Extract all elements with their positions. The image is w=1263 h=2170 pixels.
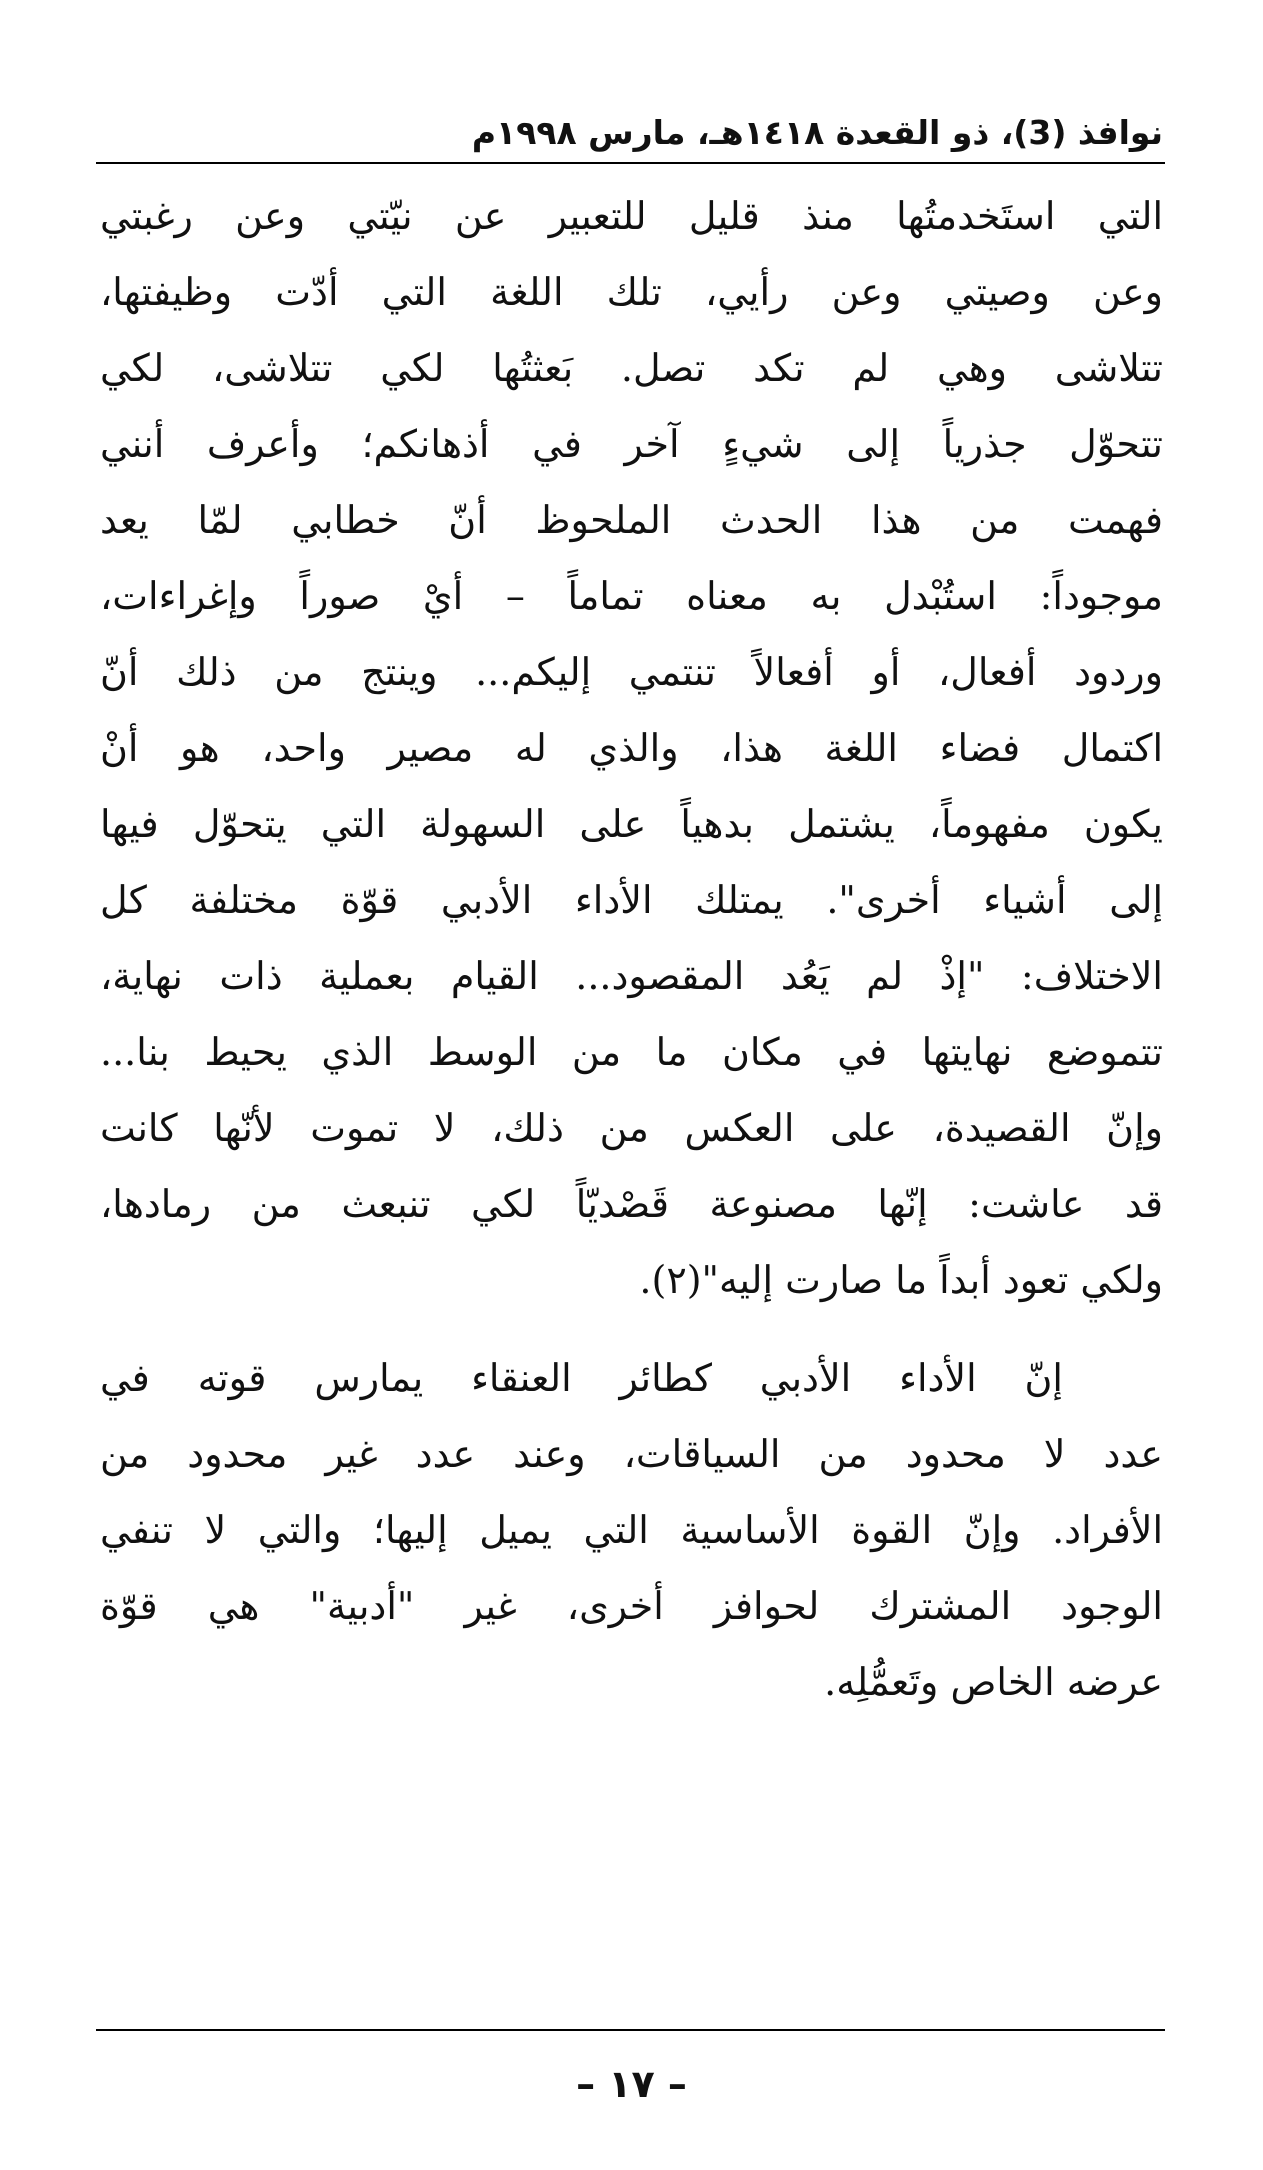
- paragraph-1: [100, 178, 1163, 1318]
- body-text: [100, 178, 1163, 1720]
- text-line: الأفراد. وإنّ القوة الأساسية التي يميل إليها؛ والتي لا تنفي: [100, 1508, 1163, 1552]
- text-line: وردود أفعال، أو أفعالاً تنتمي إليكم... وينتج من ذلك أنّ: [100, 650, 1163, 694]
- footer-rule: [96, 2029, 1165, 2031]
- text-line: فهمت من هذا الحدث الملحوظ أنّ خطابي لمّا يعد: [100, 498, 1163, 542]
- text-line: موجوداً: استُبْدل به معناه تماماً – أيْ صوراً وإغراءات،: [100, 574, 1163, 618]
- page-number: – ١٧ –: [576, 2062, 687, 2106]
- text-line: وإنّ القصيدة، على العكس من ذلك، لا تموت لأنّها كانت: [100, 1106, 1163, 1150]
- text-line: الاختلاف: "إذْ لم يَعُد المقصود... القيام بعملية ذات نهاية،: [100, 954, 1163, 998]
- text-line: ولكي تعود أبداً ما صارت إليه"(٢).: [639, 1258, 1163, 1302]
- paragraph-gap: [100, 1318, 1163, 1340]
- text-line: اكتمال فضاء اللغة هذا، والذي له مصير واحد، هو أنْ: [100, 726, 1163, 770]
- paragraph-2: [100, 1340, 1163, 1720]
- text-line: تتلاشى وهي لم تكد تصل. بَعثتُها لكي تتلاشى، لكي: [100, 346, 1163, 390]
- text-line: وعن وصيتي وعن رأيي، تلك اللغة التي أدّت وظيفتها،: [100, 270, 1163, 314]
- text-line: تتحوّل جذرياً إلى شيءٍ آخر في أذهانكم؛ وأعرف أنني: [100, 422, 1163, 466]
- text-line: عدد لا محدود من السياقات، وعند عدد غير محدود من: [100, 1432, 1163, 1476]
- header-rule: [96, 162, 1165, 164]
- text-line: الوجود المشترك لحوافز أخرى، غير "أدبية" هي قوّة: [100, 1584, 1163, 1628]
- text-line: يكون مفهوماً، يشتمل بدهياً على السهولة التي يتحوّل فيها: [100, 802, 1163, 846]
- text-line: تتموضع نهايتها في مكان ما من الوسط الذي يحيط بنا...: [100, 1030, 1163, 1074]
- running-head: نوافذ (3)، ذو القعدة ١٤١٨هـ، مارس ١٩٩٨م: [471, 113, 1163, 152]
- text-line: إنّ الأداء الأدبي كطائر العنقاء يمارس قوته في: [100, 1356, 1063, 1400]
- text-line: قد عاشت: إنّها مصنوعة قَصْديّاً لكي تنبعث من رمادها،: [100, 1182, 1163, 1226]
- text-line: عرضه الخاص وتَعمُّلِه.: [824, 1660, 1163, 1704]
- text-line: التي استَخدمتُها منذ قليل للتعبير عن نيّتي وعن رغبتي: [100, 194, 1163, 238]
- text-line: إلى أشياء أخرى". يمتلك الأداء الأدبي قوّة مختلفة كل: [100, 878, 1163, 922]
